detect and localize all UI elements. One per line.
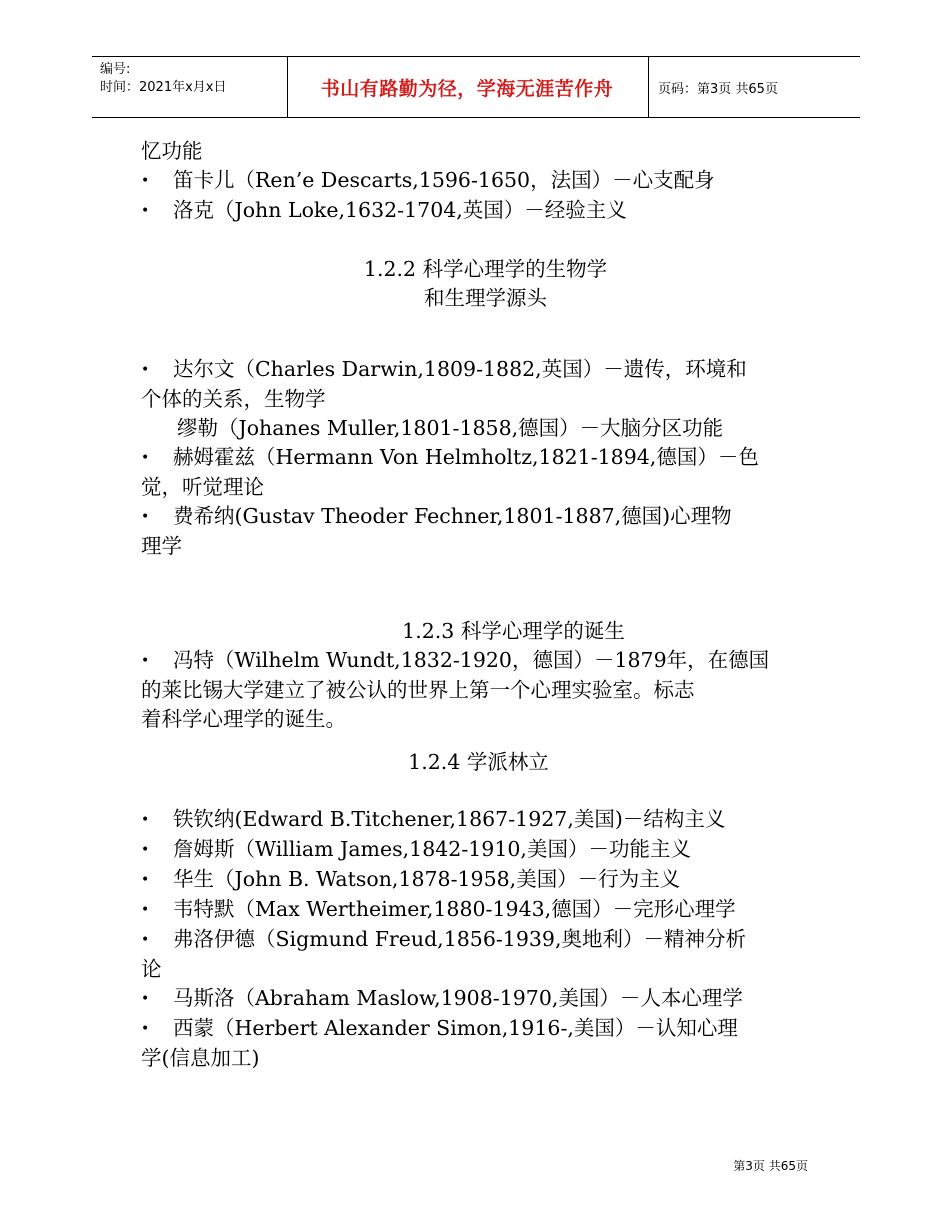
bullet-item bbox=[141, 646, 816, 676]
bullet-item bbox=[141, 895, 816, 925]
document-body bbox=[141, 137, 816, 1073]
header-time-label: 时间：2021年x月x日 bbox=[100, 80, 227, 95]
bullet-text: 赫姆霍兹（Hermann Von Helmholtz,1821-1894,德国）－色 bbox=[173, 445, 759, 469]
bullet-item bbox=[141, 355, 816, 385]
bullet-item bbox=[141, 925, 816, 955]
text-line: 论 bbox=[141, 957, 162, 981]
header-page-info: 页码：第3页 共65页 bbox=[658, 82, 778, 97]
bullet-text: 达尔文（Charles Darwin,1809-1882,英国）－遗传，环境和 bbox=[173, 357, 747, 381]
bullet-item bbox=[141, 835, 816, 865]
text-line: 个体的关系，生物学 bbox=[141, 387, 326, 411]
text-line: 理学 bbox=[141, 534, 182, 558]
text-line: 忆功能 bbox=[141, 139, 203, 163]
bullet-text: 詹姆斯（William James,1842-1910,美国）－功能主义 bbox=[173, 837, 691, 861]
bullet-item bbox=[141, 502, 816, 532]
text-line: 缪勒（Johanes Muller,1801-1858,德国）－大脑分区功能 bbox=[177, 416, 724, 440]
section-heading: 1.2.4 学派林立 bbox=[408, 750, 549, 774]
bullet-text: 冯特（Wilhelm Wundt,1832-1920，德国）－1879年，在德国 bbox=[173, 648, 770, 672]
text-line: 的莱比锡大学建立了被公认的世界上第一个心理实验室。标志 bbox=[141, 678, 695, 702]
header-divider bbox=[648, 57, 649, 117]
section-heading: 和生理学源头 bbox=[424, 286, 547, 310]
page-header bbox=[92, 56, 860, 118]
bullet-item bbox=[141, 984, 816, 1014]
section-heading: 1.2.3 科学心理学的诞生 bbox=[402, 619, 625, 643]
section-heading: 1.2.2 科学心理学的生物学 bbox=[363, 257, 608, 281]
text-line: 着科学心理学的诞生。 bbox=[141, 707, 346, 731]
bullet-text: 洛克（John Loke,1632-1704,英国）－经验主义 bbox=[173, 198, 627, 222]
bullet-item bbox=[141, 443, 816, 473]
bullet-text: 西蒙（Herbert Alexander Simon,1916-,美国）－认知心理 bbox=[173, 1016, 738, 1040]
bullet-text: 韦特默（Max Wertheimer,1880-1943,德国）－完形心理学 bbox=[173, 897, 736, 921]
bullet-item bbox=[141, 196, 816, 226]
text-line: 觉，听觉理论 bbox=[141, 475, 264, 499]
bullet-text: 弗洛伊德（Sigmund Freud,1856-1939,奥地利）－精神分析 bbox=[173, 927, 746, 951]
header-motto: 书山有路勤为径，学海无涯苦作舟 bbox=[320, 78, 614, 100]
bullet-item bbox=[141, 865, 816, 895]
text-line: 学(信息加工) bbox=[141, 1046, 260, 1070]
header-meta bbox=[100, 61, 290, 97]
bullet-text: 华生（John B. Watson,1878-1958,美国）－行为主义 bbox=[173, 867, 681, 891]
bullet-text: 铁钦纳(Edward B.Titchener,1867-1927,美国)－结构主义 bbox=[173, 807, 726, 831]
page-footer: 第3页 共65页 bbox=[733, 1159, 808, 1173]
bullet-text: 笛卡儿（Ren’e Descarts,1596-1650，法国）－心支配身 bbox=[173, 168, 715, 192]
bullet-item bbox=[141, 805, 816, 835]
bullet-text: 马斯洛（Abraham Maslow,1908-1970,美国）－人本心理学 bbox=[173, 986, 743, 1010]
bullet-item bbox=[141, 1014, 816, 1044]
bullet-item bbox=[141, 166, 816, 196]
bullet-text: 费希纳(Gustav Theoder Fechner,1801-1887,德国)心理物 bbox=[173, 504, 732, 528]
header-number-label: 编号: bbox=[100, 62, 131, 77]
